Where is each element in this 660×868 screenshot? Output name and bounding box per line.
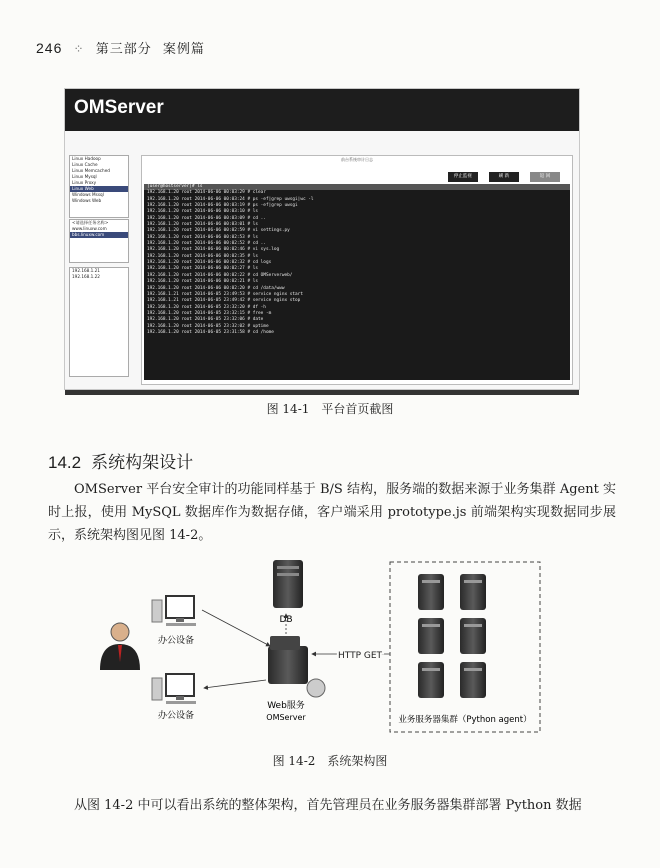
panel-buttons [442, 162, 560, 182]
terminal-row: 192.168.1.20 root 2014-06-06 00:03:09 # cd .. [147, 215, 266, 221]
terminal-row: 192.168.1.21 root 2014-06-05 23:49:42 # service nginx stop [147, 298, 301, 304]
cluster-server-slot [464, 624, 482, 627]
cluster-server-icon [460, 662, 486, 698]
stop-monitor-button: 停止监视 [448, 172, 478, 182]
chapter-title: 案例篇 [162, 42, 205, 57]
web-label-line2: OMServer [266, 713, 306, 722]
host-list-item: Windows Web [72, 198, 102, 203]
panel-caption: 前台系统审计日志 [341, 157, 373, 162]
cluster-server-slot [422, 624, 440, 627]
ip-list-item: 192.168.1.21 [72, 268, 100, 273]
cluster-server-slot [464, 580, 482, 583]
cluster-server-slot [422, 668, 440, 671]
db-server-icon [273, 560, 303, 608]
office-label-2: 办公设备 [157, 711, 195, 721]
terminal-row: 192.168.1.20 root 2014-06-06 00:03:29 # clear [147, 190, 266, 196]
body-paragraph-1: OMServer 平台安全审计的功能同样基于 B/S 结构，服务端的数据来源于业务集群 Agent 实时上报，使用 MySQL 数据库作为数据存储，客户端采用 prototype.js 前端架构实现数据同步展示，系统架构图见图 14-2。 [48, 482, 616, 543]
host-list-item: Linux Memcached [72, 168, 110, 173]
terminal-row: 192.168.1.20 root 2014-06-06 00:02:35 # ls [147, 253, 259, 259]
terminal-row: 192.168.1.20 root 2014-06-05 23:31:58 # cd /home [147, 329, 274, 335]
terminal-row: 192.168.1.20 root 2014-06-06 00:03:24 # ps -ef|grep uwsgi|wc -l [147, 196, 314, 202]
terminal-row: 192.168.1.20 root 2014-06-06 00:02:21 # ls [147, 279, 259, 285]
ip-list-item: 192.168.1.22 [72, 274, 100, 279]
page-header [36, 38, 205, 57]
cluster-server-slot [464, 668, 482, 671]
figure2-caption: 图 14-2 系统架构图 [272, 754, 388, 768]
terminal-header: [user@hostserver]# ls [144, 184, 570, 190]
cluster-server-icon [418, 574, 444, 610]
terminal-row: 192.168.1.20 root 2014-06-06 00:02:22 # cd OMServerweb/ [147, 272, 293, 278]
group-list-item: <请选择任务名称> [72, 220, 109, 225]
terminal-row: 192.168.1.20 root 2014-06-06 00:03:10 # ls [147, 209, 259, 215]
web-label-line1: Web服务 [267, 701, 305, 711]
body-paragraph-2: 从图 14-2 中可以看出系统的整体架构，首先管理员在业务服务器集群部署 Python 数据 [74, 798, 582, 813]
ornament-icon: ⁘ [73, 42, 85, 56]
cluster-label: 业务服务器集群（Python agent） [398, 715, 532, 725]
cluster-server-icon [418, 618, 444, 654]
host-list-item: Windows Mssql [72, 192, 104, 197]
figure1-caption: 图 14-1 平台首页截图 [266, 402, 394, 416]
arrow-office1-web [202, 610, 270, 646]
terminal-row: 192.168.1.20 root 2014-06-05 23:32:15 # free -m [147, 310, 272, 316]
screenshot-app-title: OMServer [65, 89, 579, 131]
terminal-row: 192.168.1.20 root 2014-06-06 00:02:46 # vi sys.log [147, 247, 280, 253]
terminal-row: 192.168.1.20 root 2014-06-06 00:02:52 # cd .. [147, 241, 266, 247]
terminal-row: 192.168.1.20 root 2014-06-06 00:02:27 # ls [147, 266, 259, 272]
section-title: 系统构架设计 [91, 453, 194, 473]
office-label-1: 办公设备 [157, 636, 195, 646]
terminal-row: 192.168.1.20 root 2014-06-05 23:32:20 # df -h [147, 304, 266, 310]
terminal-row: 192.168.1.20 root 2014-06-05 23:32:02 # uptime [147, 323, 269, 329]
terminal-row: 192.168.1.21 root 2014-06-05 23:49:53 # service nginx start [147, 291, 303, 297]
audit-panel [141, 155, 573, 385]
architecture-diagram [90, 550, 560, 740]
http-get-label: HTTP GET [337, 651, 383, 661]
terminal-row: 192.168.1.20 root 2014-06-06 00:02:53 # ls [147, 234, 259, 240]
terminal-row: 192.168.1.20 root 2014-06-06 00:02:59 # vi settings.py [147, 228, 290, 234]
page-number: 246 [36, 40, 63, 56]
section-number: 14.2 [48, 453, 82, 472]
group-list [69, 219, 129, 263]
cluster-server-icon [460, 618, 486, 654]
host-list-item: Linux Hadoop [72, 156, 101, 161]
terminal-row: 192.168.1.20 root 2014-06-06 00:02:32 # cd logs [147, 260, 272, 266]
host-list [69, 155, 129, 218]
cluster-server-icon [418, 662, 444, 698]
platform-screenshot [64, 88, 580, 390]
cluster-servers [418, 574, 486, 698]
part-title: 第三部分 [95, 42, 152, 57]
section-heading [48, 448, 193, 473]
cluster-server-slot [422, 580, 440, 583]
screenshot-footer-bar [65, 390, 579, 395]
admin-person-icon [100, 623, 140, 670]
arrow-web-office2 [204, 680, 266, 688]
office-computer-icon-1 [152, 596, 196, 626]
host-list-item: Linux Mysql [72, 174, 97, 179]
host-list-item: Linux Cache [72, 162, 98, 167]
host-list-item: Linux Web [70, 186, 128, 192]
db-label: DB [279, 615, 293, 625]
group-list-item: www.linuxw.com [72, 226, 107, 231]
cluster-server-icon [460, 574, 486, 610]
terminal-row: 192.168.1.20 root 2014-06-06 00:03:01 # ls [147, 222, 259, 228]
audit-terminal [144, 184, 570, 380]
group-list-item: bbs.linuxw.com [70, 232, 128, 238]
back-button: 返 回 [530, 172, 560, 182]
terminal-row: 192.168.1.20 root 2014-06-06 00:03:19 # ps -ef|grep uwsgi [147, 203, 298, 209]
host-list-item: Linux Proxy [72, 180, 97, 185]
terminal-row: 192.168.1.20 root 2014-06-05 23:32:06 # date [147, 317, 264, 323]
ip-list [69, 267, 129, 377]
web-server-icon [268, 636, 325, 697]
terminal-row: 192.168.1.20 root 2014-06-06 00:02:20 # cd /data/www [147, 285, 285, 291]
office-computer-icon-2 [152, 674, 196, 704]
refresh-button: 刷 新 [489, 172, 519, 182]
